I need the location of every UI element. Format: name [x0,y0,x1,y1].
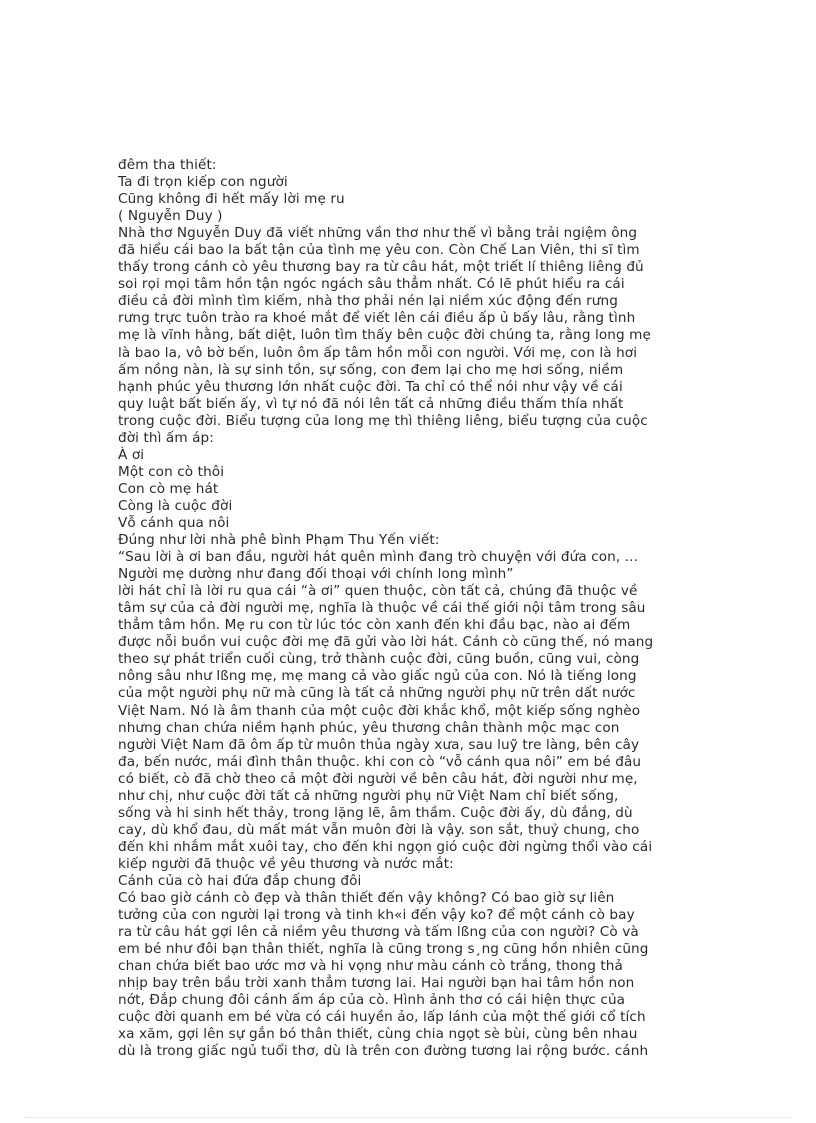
document-body [118,157,728,1060]
text-line: cay, dù khổ đau, dù mất mát vẫn muôn đời là vậy. son sắt, thuỷ chung, cho [118,821,640,838]
text-line: hạnh phúc yêu thương lớn nhất cuộc đời. Ta chỉ có thể nói như vậy về cái [118,378,623,395]
text-line: Còng là cuộc đời [118,497,233,514]
text-line: À ơi [118,446,145,463]
text-line: thẳm tâm hồn. Mẹ ru con từ lúc tóc còn xanh đến khi đầu bạc, nào ai đếm [118,617,631,634]
text-line: nhưng chan chứa niềm hạnh phúc, yêu thương chân thành mộc mạc con [118,719,620,736]
text-line: thấy trong cánh cò yêu thương bay ra từ câu hát, một triết lí thiêng liêng đủ [118,259,644,276]
text-line: nhịp bay trên bầu trời xanh thẳm tương lai. Hai người bạn hai tâm hồn non [118,975,635,992]
text-line: đã hiểu cái bao la bất tận của tình mẹ yêu con. Còn Chế Lan Viên, thi sĩ tìm [118,242,640,259]
text-line: Vỗ cánh qua nôi [118,514,230,531]
text-line: ra từ câu hát gợi lên cả niềm yêu thương và tấm lßng của con người? Cò và [118,924,639,941]
text-line: quy luật bất biến ấy, vì tự nó đã nói lên tất cả những điều thấm thía nhất [118,395,624,412]
text-line: soi rọi mọi tâm hồn tận ngóc ngách sâu thẳm nhất. Có lẽ phút hiểu ra cái [118,276,625,293]
text-line: “Sau lời à ơi ban đầu, người hát quên mình đang trò chuyện với đứa con, ... [118,549,638,566]
text-line: Cũng không đi hết mấy lời mẹ ru [118,191,345,208]
text-line: Việt Nam. Nó là âm thanh của một cuộc đời khắc khổ, một kiếp sống nghèo [118,702,641,719]
text-line: nông sâu như lßng mẹ, mẹ mang cả vào giấc ngủ của con. Nó là tiếng long [118,668,637,685]
text-line: như chị, như cuộc đời tất cả những người phụ nữ Việt Nam chỉ biết sống, [118,787,619,804]
text-line: em bé như đôi bạn thân thiết, nghĩa là cũng trong s¸ng cũng hồn nhiên cũng [118,941,649,958]
text-line: theo sự phát triển cuối cùng, trở thành cuộc đời, cũng buồn, cũng vui, còng [118,651,640,668]
text-line: Ta đi trọn kiếp con người [118,174,288,191]
text-line: cuộc đời quanh em bé vừa có cái huyền ảo, lấp lánh của một thế giới cổ tích [118,1009,646,1026]
text-line: tưởng của con người lại trong và tinh kh«i đến vậy ko? để một cánh cò bay [118,907,635,924]
text-line: nớt, Đắp chung đôi cánh ấm áp của cò. Hình ảnh thơ có cái hiện thực của [118,992,626,1009]
text-line: tâm sự của cả đời người mẹ, nghĩa là thuộc về cái thế giới nội tâm trong sâu [118,600,646,617]
text-line: dù là trong giấc ngủ tuổi thơ, dù là trên con đường tương lai rộng bước. cánh [118,1043,649,1060]
text-line: Người mẹ dường như đang đối thoại với chính long mình” [118,566,514,583]
text-line: ( Nguyễn Duy ) [118,208,223,225]
text-line: đa, bến nước, mái đình thân thuộc. khi con cò “vỗ cánh qua nôi” em bé đâu [118,753,642,770]
text-line: Cánh của cò hai đứa đắp chung đôi [118,872,362,889]
text-line: chan chứa biết bao ước mơ và hi vọng như màu cánh cò trắng, thong thả [118,958,623,975]
text-line: điều cả đời mình tìm kiếm, nhà thơ phải nén lại niềm xúc động đến rưng [118,293,618,310]
text-line: Nhà thơ Nguyễn Duy đã viết những vần thơ như thế vì bằng trải ngiệm ông [118,225,638,242]
text-line: trong cuộc đời. Biểu tượng của long mẹ thì thiêng liêng, biểu tượng của cuộc [118,412,648,429]
page-bottom-divider [24,1117,792,1118]
text-line: mẹ là vĩnh hằng, bất diệt, luôn tìm thấy bên cuộc đời chúng ta, rằng long mẹ [118,327,651,344]
text-line: đêm tha thiết: [118,157,217,173]
text-line: đến khi nhắm mắt xuôi tay, cho đến khi ngọn gió cuộc đời ngừng thổi vào cái [118,838,653,855]
text-line: ấm nồng nàn, là sự sinh tồn, sự sống, con đem lại cho mẹ hơi sống, niềm [118,361,624,378]
text-line: kiếp người đã thuộc về yêu thương và nước mắt: [118,855,454,872]
text-line: sống và hi sinh hết thảy, trong lặng lẽ, âm thầm. Cuộc đời ấy, dù đắng, dù [118,804,633,821]
text-line: được nỗi buồn vui cuộc đời mẹ đã gửi vào lời hát. Cánh cò cũng thế, nó mang [118,634,654,651]
text-line: rưng trực tuôn trào ra khoé mắt để viết lên cái điều ấp ủ bấy lâu, rằng tình [118,310,636,327]
text-line: Con cò mẹ hát [118,480,219,497]
text-line: Có bao giờ cánh cò đẹp và thân thiết đến vậy không? Có bao giờ sự liên [118,890,615,907]
text-line: người Việt Nam đã ôm ấp từ muôn thủa ngày xưa, sau luỹ tre làng, bên cây [118,736,640,753]
text-line: Đúng như lời nhà phê bình Phạm Thu Yến viết: [118,532,440,549]
text-line: đời thì ấm áp: [118,429,214,446]
text-line: Một con cò thôi [118,463,225,480]
text-line: lời hát chỉ là lời ru qua cái “à ơi” quen thuộc, còn tất cả, chúng đã thuộc về [118,583,638,600]
text-line: xa xăm, gợi lên sự gắn bó thân thiết, cùng chia ngọt sè bùi, cùng bên nhau [118,1026,638,1043]
text-line: của một người phụ nữ mà cũng là tất cả những người phụ nữ trên dất nước [118,685,636,702]
text-line: là bao la, vô bờ bến, luôn ôm ấp tâm hồn mỗi con người. Với mẹ, con là hơi [118,344,638,361]
text-line: có biết, cò đã chờ theo cả một đời người về bên câu hát, đời người như mẹ, [118,770,638,787]
